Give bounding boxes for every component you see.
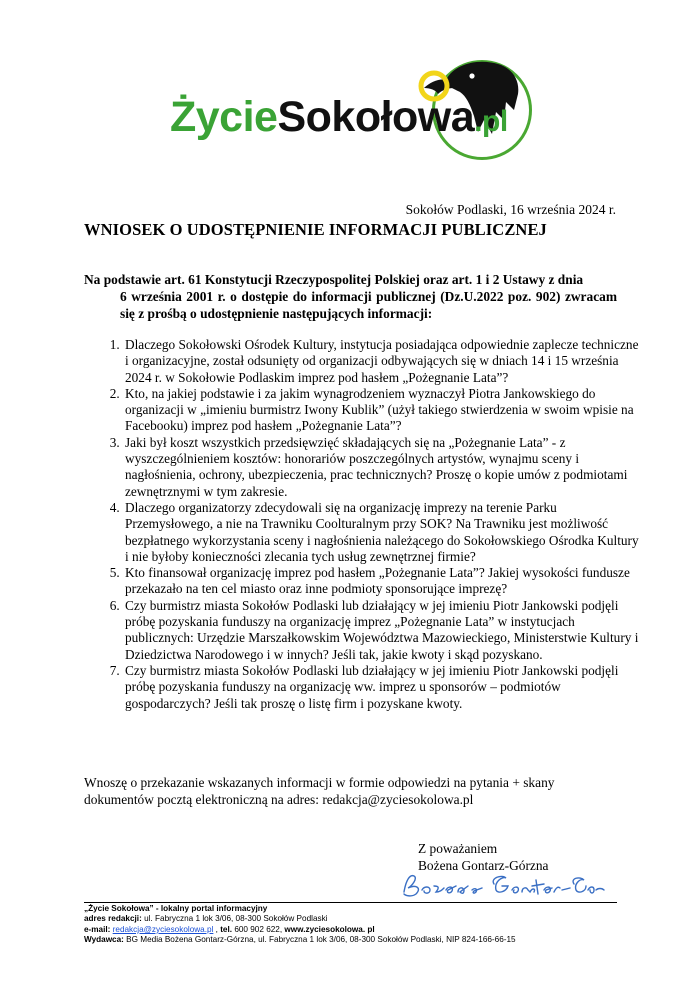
footer-separator: , [213,924,221,934]
intro-line-1: Na podstawie art. 61 Konstytucji Rzeczypospolitej Polskiej oraz art. 1 i 2 Ustawy z dnia [84,272,584,287]
footer-publisher-label: Wydawca: [84,935,124,945]
regards-line: Z poważaniem [418,841,498,856]
question-item: 3. Jaki był koszt wszystkich przedsięwzięć składających się na „Pożegnanie Lata” - z wyszczególnieniem kosztów: honorariów poszczególnych artystów, wynajmu sceny i nagłośnienia, ochrony, ubezpieczenia, prac technicznych? Proszę o kopie umów z podmiotami zewnętrznymi w tym zakresie. [123,435,643,500]
logo-word-zycie: Życie [170,93,278,141]
closing-paragraph: Wnoszę o przekazanie wskazanych informacji w formie odpowiedzi na pytania + skany dokumentów pocztą elektroniczną na adres: redakcja@zyciesokolowa.pl [84,775,555,807]
footer-website[interactable]: www.zyciesokolowa. pl [284,924,375,934]
logo-wordmark [170,93,508,141]
intro-rest: 6 września 2001 r. o dostępie do informacji publicznej (Dz.U.2022 poz. 902) zwracam się z prośbą o udostępnienie następujących informacji: [120,289,617,321]
intro-paragraph [84,271,617,322]
footer-email-label: e-mail: [84,924,111,934]
question-item: 7. Czy burmistrz miasta Sokołów Podlaski lub działający w jej imieniu Piotr Jankowski podjęli próbę pozyskania funduszy na organizację ww. imprez u sponsorów – podmiotów gospodarczych? Jeśli tak proszę o listę firm i pozyskane kwoty. [123,663,643,712]
date-line: Sokołów Podlaski, 16 września 2024 r. [405,202,616,217]
footer-publisher: BG Media Bożena Gontarz-Górzna, ul. Fabryczna 1 lok 3/06, 08-300 Sokołów Podlaski, NIP 824-166-66-15 [123,935,516,945]
footer-phone: 600 902 622, [232,924,285,934]
footer-contact-line [84,925,516,935]
handwritten-signature [398,866,608,906]
footer-portal-name: „Życie Sokołowa” - lokalny portal informacyjny [84,904,268,913]
footer-address-label: adres redakcji: [84,914,142,924]
footer-divider [84,902,617,903]
footer [84,904,516,946]
logo-word-pl: .pl [474,105,508,138]
question-item: 5. Kto finansował organizację imprez pod hasłem „Pożegnanie Lata”? Jakiej wysokości fundusze przekazało na ten cel miasto oraz inne podmioty sponsorujące imprezę? [123,565,643,598]
question-item: 4. Dlaczego organizatorzy zdecydowali się na organizację imprezy na terenie Parku Przemysłowego, a nie na Trawniku Coolturalnym przy SOK? Na Trawniku jest możliwość bezpłatnego wykorzystania sceny i nagłośnienia należącego do Sokołowskiego Ośrodka Kultury i nie byłoby konieczności zlecania tych usług zewnętrznej firmie? [123,500,643,565]
footer-email-link[interactable]: redakcja@zyciesokolowa.pl [112,924,214,934]
footer-address: ul. Fabryczna 1 lok 3/06, 08-300 Sokołów Podlaski [141,914,328,924]
question-item: 6. Czy burmistrz miasta Sokołów Podlaski lub działający w jej imieniu Piotr Jankowski podjęli próbę pozyskania funduszy na organizację imprez „Pożegnanie Lata” w instytucjach publicznych: Urzędzie Marszałkowskim Województwa Mazowieckiego, Ministerstwie Kultury i Dziedzictwa Narodowego i w innych? Jeśli tak, jakie kwoty i skąd pozyskano. [123,598,643,663]
signer-name: Bożena Gontarz-Górzna [418,858,549,873]
footer-address-line [84,914,516,924]
document-title: WNIOSEK O UDOSTĘPNIENIE INFORMACJI PUBLICZNEJ [84,220,547,239]
question-item: 1. Dlaczego Sokołowski Ośrodek Kultury, instytucja posiadająca odpowiednie zaplecze techniczne i organizacyjne, został odsunięty od organizacji odbywających się w dniach 14 i 15 września 2024 r. w Sokołowie Podlaskim imprez pod hasłem „Pożegnanie Lata”? [123,337,643,386]
question-item: 2. Kto, na jakiej podstawie i za jakim wynagrodzeniem wyznaczył Piotra Jankowskiego do organizacji w „imieniu burmistrz Iwony Kublik” (użył takiego stwierdzenia w swoim wpisie na Facebooku) imprez pod hasłem „Pożegnanie Lata”? [123,386,643,435]
footer-phone-label: tel. [220,924,233,934]
zycie-sokolowa-logo [170,42,540,162]
logo-word-sokolowa: Sokołowa [277,93,475,141]
footer-publisher-line [84,935,516,945]
questions-list [97,337,643,712]
